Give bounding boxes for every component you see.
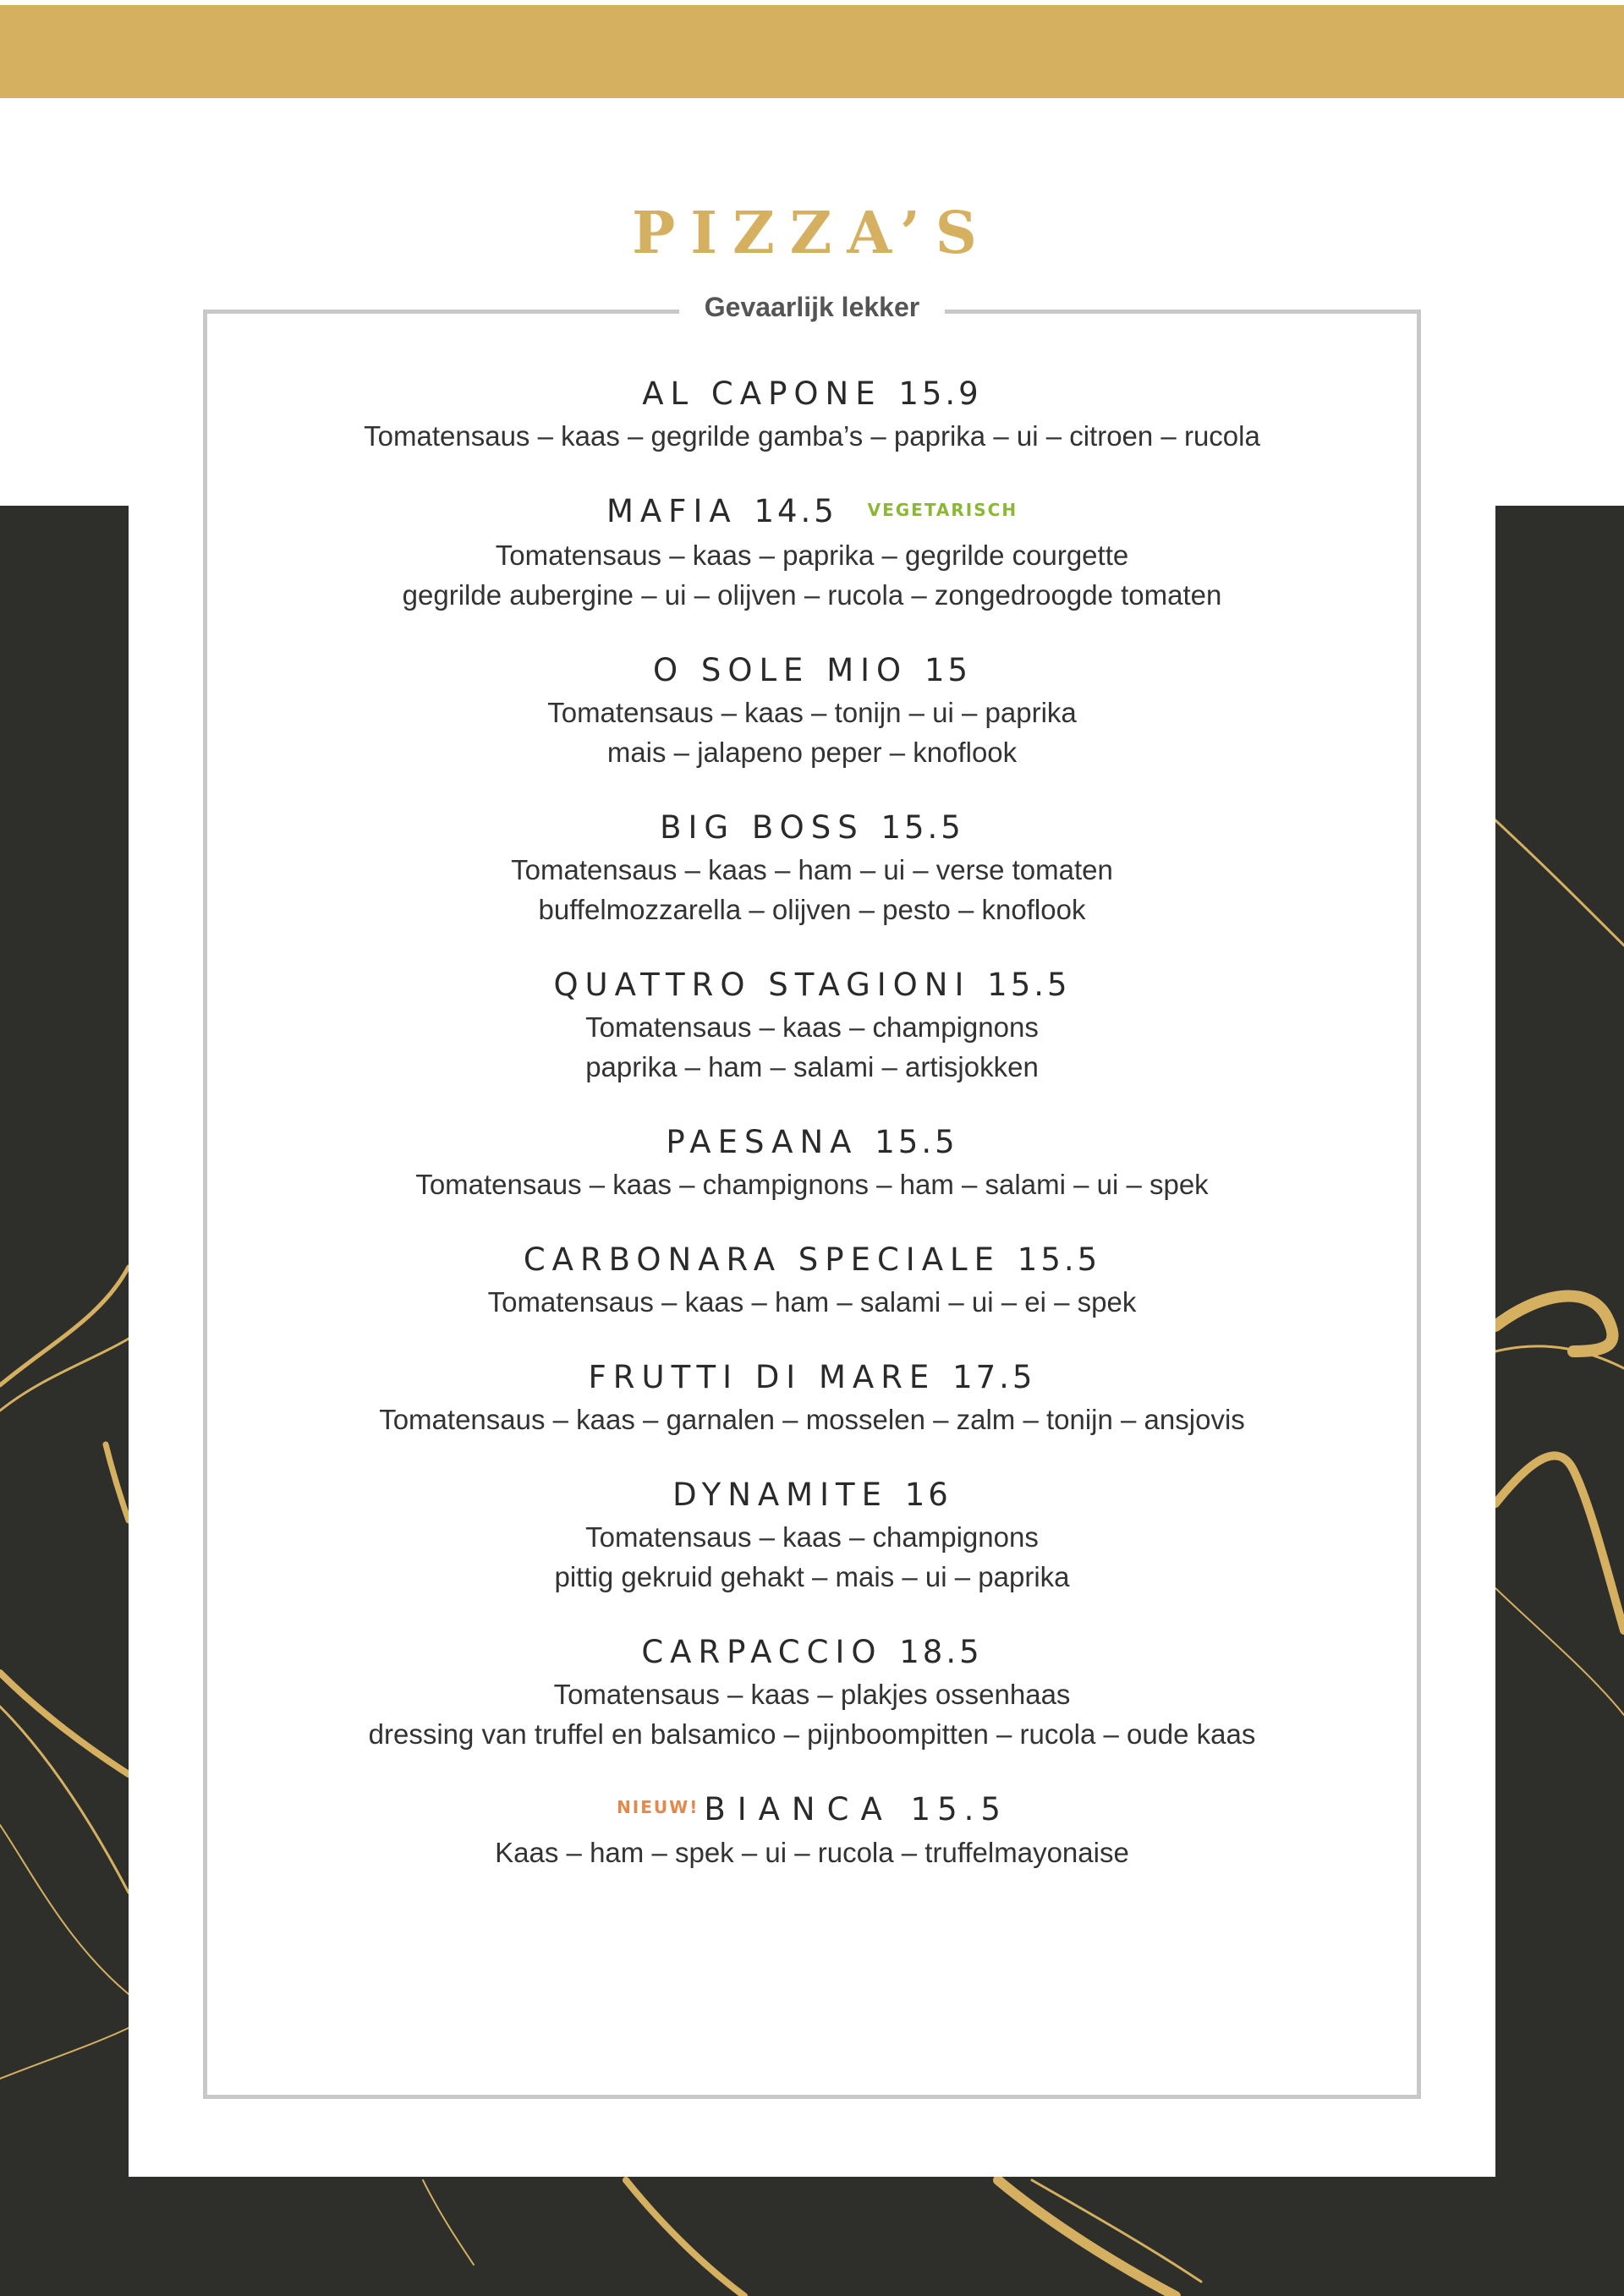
menu-item-carpaccio bbox=[211, 1630, 1413, 1754]
item-title bbox=[211, 1238, 1413, 1282]
menu-item-dynamite bbox=[211, 1473, 1413, 1597]
page-title: PIZZA’S bbox=[632, 200, 992, 267]
item-name: O SOLE MIO bbox=[652, 651, 908, 688]
item-description: mais – jalapeno peper – knoflook bbox=[606, 736, 1018, 768]
item-name: MAFIA bbox=[606, 493, 738, 529]
menu-item-frutti-di-mare bbox=[211, 1356, 1413, 1439]
new-badge: NIEUW! bbox=[617, 1797, 700, 1817]
item-description: buffelmozzarella – olijven – pesto – knoflook bbox=[538, 893, 1086, 925]
item-description: Tomatensaus – kaas – gegrilde gamba’s – paprika – ui – citroen – rucola bbox=[364, 420, 1260, 452]
item-title bbox=[211, 1121, 1413, 1164]
item-name: QUATTRO STAGIONI bbox=[553, 966, 971, 1003]
item-description: Tomatensaus – kaas – tonijn – ui – paprika bbox=[547, 696, 1077, 728]
item-title bbox=[211, 372, 1413, 416]
item-price: 15.5 bbox=[881, 808, 964, 846]
vegetarian-badge: VEGETARISCH bbox=[867, 499, 1018, 520]
item-name: PAESANA bbox=[666, 1123, 859, 1160]
item-title bbox=[211, 1630, 1413, 1674]
item-description: paprika – ham – salami – artisjokken bbox=[585, 1050, 1039, 1082]
item-name: CARBONARA SPECIALE bbox=[523, 1241, 1001, 1278]
menu-item-paesana bbox=[211, 1121, 1413, 1204]
menu-item-al-capone bbox=[211, 372, 1413, 456]
menu-list bbox=[211, 372, 1413, 1872]
item-description: Kaas – ham – spek – ui – rucola – truffelmayonaise bbox=[495, 1837, 1129, 1868]
item-description: Tomatensaus – kaas – garnalen – mosselen – zalm – tonijn – ansjovis bbox=[379, 1403, 1245, 1435]
item-name: BIANCA bbox=[704, 1790, 894, 1827]
menu-item-big-boss bbox=[211, 806, 1413, 929]
item-description: pittig gekruid gehakt – mais – ui – paprika bbox=[554, 1560, 1070, 1592]
item-price: 15.5 bbox=[910, 1790, 1007, 1827]
item-title bbox=[211, 963, 1413, 1007]
page-subtitle: Gevaarlijk lekker bbox=[679, 288, 945, 326]
item-title bbox=[211, 1473, 1413, 1517]
item-name: CARPACCIO bbox=[641, 1633, 883, 1670]
item-description: gegrilde aubergine – ui – olijven – rucola – zongedroogde tomaten bbox=[402, 578, 1222, 611]
item-description: Tomatensaus – kaas – champignons – ham – salami – ui – spek bbox=[415, 1168, 1209, 1200]
item-description: Tomatensaus – kaas – champignons bbox=[585, 1521, 1039, 1553]
subtitle-wrapper bbox=[0, 288, 1624, 326]
item-title bbox=[211, 1788, 1413, 1833]
item-description: dressing van truffel en balsamico – pijnboompitten – rucola – oude kaas bbox=[368, 1718, 1256, 1750]
item-title bbox=[211, 1356, 1413, 1400]
item-price: 17.5 bbox=[952, 1358, 1036, 1395]
top-gold-band bbox=[0, 5, 1624, 98]
item-price: 14.5 bbox=[754, 493, 837, 529]
item-price: 18.5 bbox=[899, 1633, 983, 1670]
item-price: 15.5 bbox=[987, 966, 1071, 1003]
item-title bbox=[211, 490, 1413, 535]
item-name: FRUTTI DI MARE bbox=[588, 1358, 936, 1395]
item-name: BIG BOSS bbox=[660, 808, 864, 846]
menu-item-quattro-stagioni bbox=[211, 963, 1413, 1087]
item-price: 15 bbox=[924, 651, 972, 688]
item-description: Tomatensaus – kaas – champignons bbox=[585, 1011, 1039, 1043]
menu-item-carbonara-speciale bbox=[211, 1238, 1413, 1322]
menu-item-bianca bbox=[211, 1788, 1413, 1873]
menu-item-o-sole-mio bbox=[211, 649, 1413, 772]
menu-item-mafia bbox=[211, 490, 1413, 615]
item-description: Tomatensaus – kaas – paprika – gegrilde courgette bbox=[495, 539, 1129, 571]
item-price: 16 bbox=[904, 1476, 952, 1513]
item-description: Tomatensaus – kaas – plakjes ossenhaas bbox=[553, 1678, 1071, 1710]
item-title bbox=[211, 806, 1413, 850]
item-price: 15.5 bbox=[875, 1123, 958, 1160]
item-title bbox=[211, 649, 1413, 693]
item-price: 15.5 bbox=[1017, 1241, 1101, 1278]
item-name: DYNAMITE bbox=[672, 1476, 888, 1513]
item-price: 15.9 bbox=[898, 375, 982, 412]
item-description: Tomatensaus – kaas – ham – salami – ui – ei – spek bbox=[487, 1285, 1137, 1318]
item-description: Tomatensaus – kaas – ham – ui – verse tomaten bbox=[511, 853, 1113, 885]
item-name: AL CAPONE bbox=[642, 375, 882, 412]
